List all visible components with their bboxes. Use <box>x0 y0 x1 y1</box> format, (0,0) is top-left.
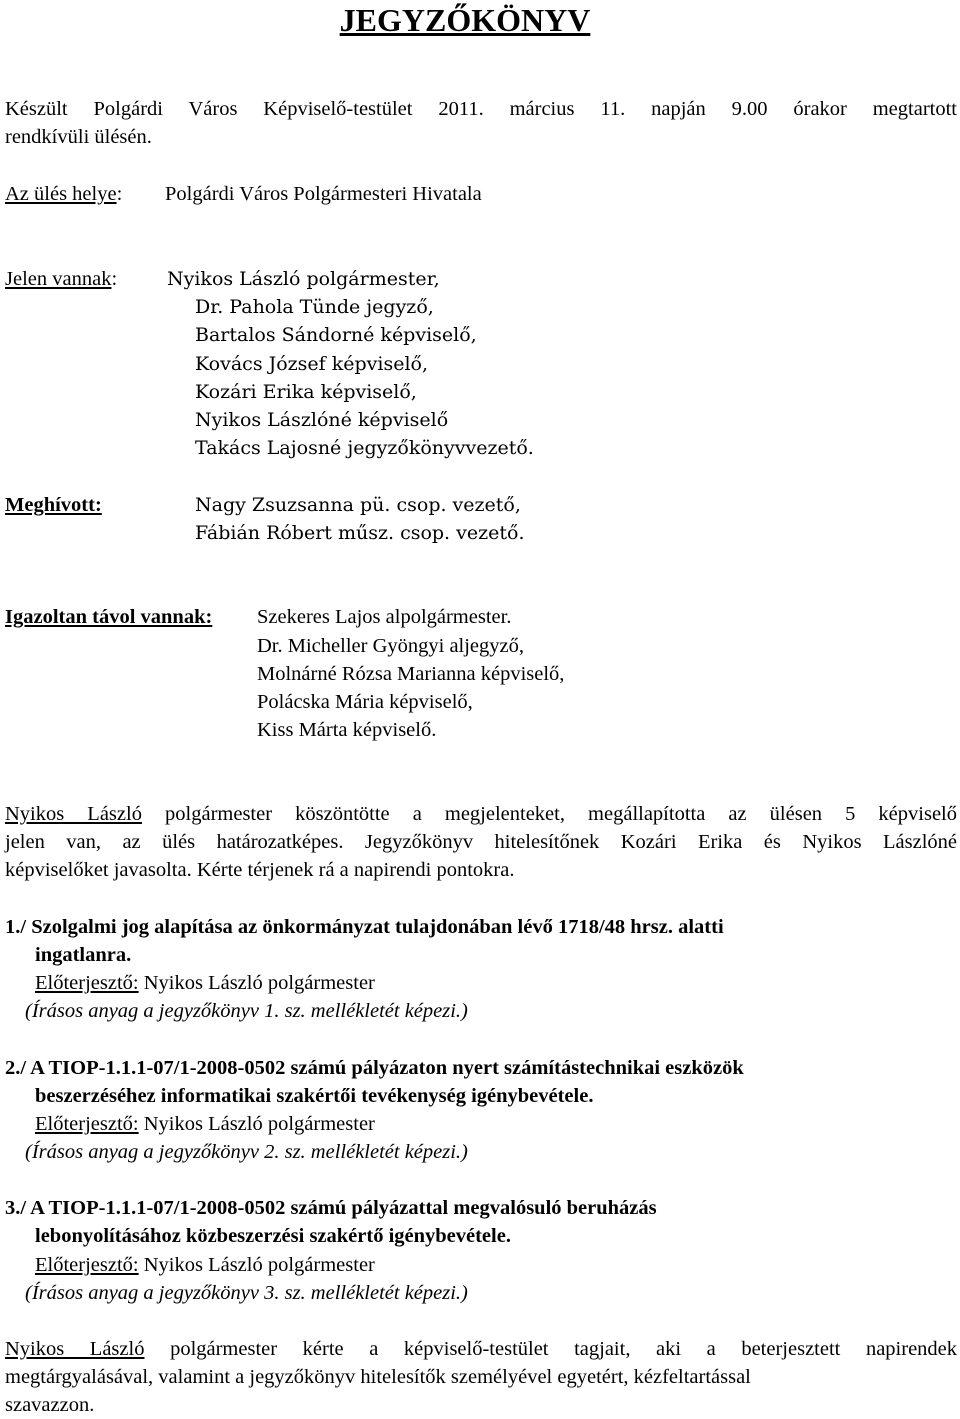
agenda-2-presenter-label: Előterjesztő: <box>35 1113 139 1135</box>
agenda-1-note: (Írásos anyag a jegyzőkönyv 1. sz. mellékletét képezi.) <box>25 1000 468 1022</box>
agenda-1-title-line-1: 1./ Szolgalmi jog alapítása az önkormányzat tulajdonában lévő 1718/48 hrsz. alatti <box>5 916 724 938</box>
invited-person-1: Nagy Zsuzsanna pü. csop. vezető, <box>195 494 521 516</box>
present-label: Jelen vannak <box>5 268 112 290</box>
opening-line-3: képviselőket javasolta. Kérte térjenek rá a napirendi pontokra. <box>5 859 515 881</box>
opening-line-1-text: polgármester köszöntötte a megjelenteket, megállapította az ülésen 5 képviselő <box>165 803 958 825</box>
intro-line-1: Készült Polgárdi Város Képviselő-testület 2011. március 11. napján 9.00 órakor megtartott <box>5 98 957 120</box>
agenda-3-title-line-2: lebonyolításához közbeszerzési szakértő igénybevétele. <box>35 1225 511 1247</box>
present-person-7: Takács Lajosné jegyzőkönyvvezető. <box>195 437 534 459</box>
agenda-3-presenter-row <box>35 1251 375 1279</box>
agenda-2-title-line-2: beszerzéséhez informatikai szakértői tevékenység igénybevétele. <box>35 1085 594 1107</box>
present-label-row <box>5 265 117 293</box>
absent-person-5: Kiss Márta képviselő. <box>257 719 437 741</box>
intro-line-2: rendkívüli ülésén. <box>5 126 152 148</box>
agenda-3-presenter: Nyikos László polgármester <box>143 1254 375 1276</box>
opening-line-2: jelen van, az ülés határozatképes. Jegyzőkönyv hitelesítőnek Kozári Erika és Nyikos Lászlóné <box>5 831 957 853</box>
agenda-2-title-line-1: 2./ A TIOP-1.1.1-07/1-2008-0502 számú pályázaton nyert számítástechnikai eszközök <box>5 1057 744 1079</box>
agenda-2-note: (Írásos anyag a jegyzőkönyv 2. sz. mellékletét képezi.) <box>25 1141 468 1163</box>
agenda-1-presenter-label: Előterjesztő: <box>35 972 139 994</box>
absent-person-1: Szekeres Lajos alpolgármester. <box>257 606 512 628</box>
absent-person-3: Molnárné Rózsa Marianna képviselő, <box>257 663 565 685</box>
absent-person-4: Polácska Mária képviselő, <box>257 691 473 713</box>
document-title: JEGYZŐKÖNYV <box>339 2 591 38</box>
venue-value: Polgárdi Város Polgármesteri Hivatala <box>165 183 482 205</box>
present-person-6: Nyikos Lászlóné képviselő <box>195 409 449 431</box>
agenda-1-presenter: Nyikos László polgármester <box>143 972 375 994</box>
opening-speaker-name: Nyikos László <box>5 803 142 825</box>
absent-label: Igazoltan távol vannak: <box>5 606 213 628</box>
present-colon: : <box>111 268 118 290</box>
present-person-2: Dr. Pahola Tünde jegyző, <box>195 296 434 318</box>
agenda-3-title-line-1: 3./ A TIOP-1.1.1-07/1-2008-0502 számú pályázattal megvalósuló beruházás <box>5 1197 657 1219</box>
present-person-4: Kovács József képviselő, <box>195 353 429 375</box>
agenda-3-note: (Írásos anyag a jegyzőkönyv 3. sz. mellékletét képezi.) <box>25 1282 468 1304</box>
present-person-3: Bartalos Sándorné képviselő, <box>195 324 477 346</box>
agenda-1-presenter-row <box>35 969 375 997</box>
agenda-2-presenter-row <box>35 1110 375 1138</box>
agenda-3-presenter-label: Előterjesztő: <box>35 1254 139 1276</box>
venue-row <box>5 180 122 208</box>
present-person-1: Nyikos László polgármester, <box>167 268 440 290</box>
invited-person-2: Fábián Róbert műsz. csop. vezető. <box>195 522 525 544</box>
closing-line-1 <box>5 1335 957 1363</box>
venue-colon: : <box>116 183 123 205</box>
invited-label: Meghívott: <box>5 494 102 516</box>
absent-person-2: Dr. Micheller Gyöngyi aljegyző, <box>257 635 525 657</box>
present-person-5: Kozári Erika képviselő, <box>195 381 417 403</box>
opening-line-1 <box>5 800 957 828</box>
closing-line-1-text: polgármester kérte a képviselő-testület tagjait, aki a beterjesztett napirendek <box>170 1338 958 1360</box>
agenda-2-presenter: Nyikos László polgármester <box>143 1113 375 1135</box>
closing-line-2: megtárgyalásával, valamint a jegyzőkönyv hitelesítők személyével egyetért, kézfeltartással <box>5 1366 751 1388</box>
closing-speaker-name: Nyikos László <box>5 1338 145 1360</box>
closing-line-3: szavazzon. <box>5 1394 95 1416</box>
agenda-1-title-line-2: ingatlanra. <box>35 944 132 966</box>
venue-label: Az ülés helye <box>5 183 117 205</box>
